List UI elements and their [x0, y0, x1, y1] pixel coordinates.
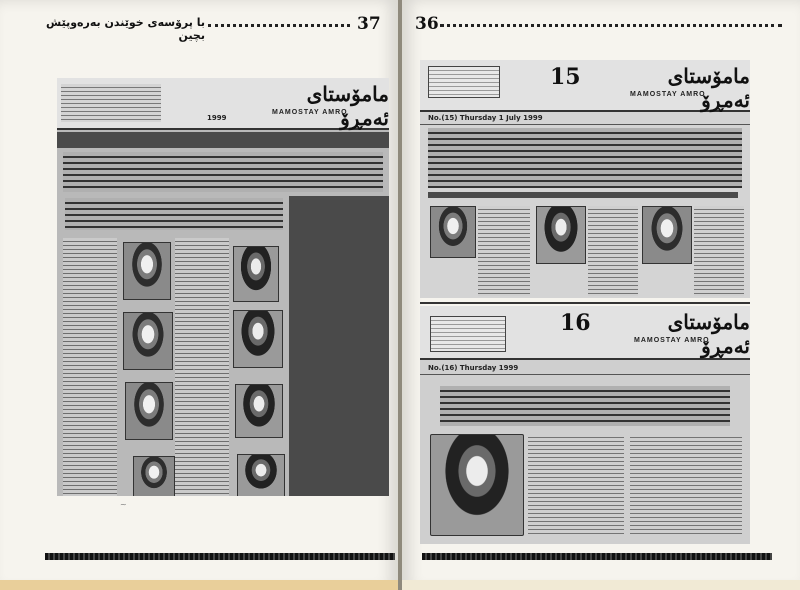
article-column — [175, 238, 229, 496]
headline-text — [440, 386, 730, 426]
clipping-masthead — [420, 60, 750, 112]
page-edge-band — [402, 580, 800, 590]
portrait-photo — [235, 384, 283, 438]
headline-band — [57, 132, 389, 148]
portrait-photo — [536, 206, 586, 264]
section-heading — [65, 198, 283, 230]
masthead-subtitle: MAMOSTAY AMRO — [630, 91, 706, 98]
masthead-info-box — [430, 316, 506, 352]
right-page — [402, 0, 800, 590]
article-column — [588, 206, 638, 296]
portrait-photo — [430, 206, 476, 258]
portrait-photo — [233, 310, 283, 368]
footer-stripe — [45, 553, 395, 560]
clipping-masthead — [420, 306, 750, 360]
portrait-photo — [233, 246, 279, 302]
date-rule — [420, 374, 750, 375]
masthead-title: مامۆستای ئەمڕۆ — [306, 82, 389, 130]
issue-number: 16 — [560, 310, 591, 336]
article-column — [528, 434, 624, 534]
clipping-divider — [420, 302, 750, 304]
dotted-leader — [440, 24, 782, 27]
clipping-masthead — [57, 78, 389, 130]
issue-date-line: No.(15) Thursday 1 July 1999 — [428, 114, 543, 122]
article-column — [478, 206, 530, 296]
portrait-photo — [133, 456, 175, 496]
masthead-title: مامۆستای ئەمڕۆ — [667, 64, 750, 112]
masthead-title: مامۆستای ئەمڕۆ — [667, 310, 750, 358]
subhead-band — [428, 192, 738, 198]
right-page-header — [402, 0, 800, 40]
dotted-leader — [208, 24, 350, 27]
newspaper-clipping-top — [420, 60, 750, 298]
dark-column — [289, 196, 389, 496]
newspaper-clipping-bottom — [420, 306, 750, 544]
page-number-left: 37 — [357, 14, 381, 34]
masthead-subtitle: MAMOSTAY AMRO — [272, 109, 348, 116]
page-number-right: 36 — [415, 14, 439, 34]
running-title: با پرۆسەی خوێندن بەرەوپێش بچین — [46, 16, 205, 42]
date-rule — [420, 124, 750, 125]
page-edge-band — [0, 580, 398, 590]
left-page — [0, 0, 399, 590]
masthead-date: 1999 — [207, 114, 227, 122]
portrait-photo — [642, 206, 692, 264]
article-column — [63, 238, 117, 496]
masthead-subtitle: MAMOSTAY AMRO — [634, 337, 710, 344]
footer-stripe — [422, 553, 772, 560]
issue-date-line: No.(16) Thursday 1999 — [428, 364, 519, 372]
handwritten-mark: ~ — [120, 500, 127, 509]
masthead-info-box — [428, 66, 500, 98]
portrait-photo — [237, 454, 285, 496]
article-column — [630, 434, 742, 534]
portrait-photo — [123, 242, 171, 300]
portrait-photo — [125, 382, 173, 440]
newspaper-clipping-left — [57, 78, 389, 496]
masthead-info-block — [61, 84, 161, 122]
headline-text — [428, 128, 742, 188]
article-column — [694, 206, 744, 296]
issue-number: 15 — [550, 64, 581, 90]
group-photo — [430, 434, 524, 536]
portrait-photo — [123, 312, 173, 370]
lead-text — [63, 152, 383, 192]
